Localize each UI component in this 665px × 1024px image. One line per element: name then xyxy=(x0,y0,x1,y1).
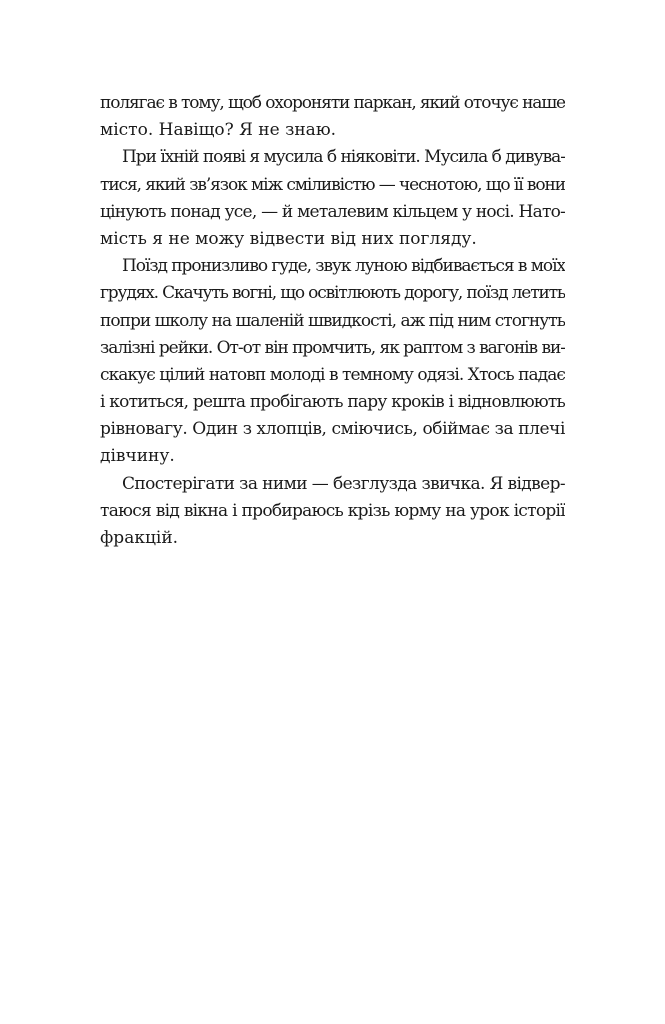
text-line: фракцій. xyxy=(100,528,179,548)
text-line: При їхній появі я мусила б ніяковіти. Мусила б дивува- xyxy=(122,147,565,168)
text-line: Спостерігати за ними — безглузда звичка. Я відвер- xyxy=(122,473,565,494)
text-line: рівновагу. Один з хлопців, сміючись, обіймає за плечі xyxy=(100,419,565,440)
text-line: попри школу на шаленій швидкості, аж під ним стогнуть xyxy=(100,310,565,331)
text-line: тися, який зв’язок між сміливістю — чеснотою, що її вони xyxy=(100,174,565,195)
text-line: залізні рейки. От-от він промчить, як раптом з вагонів ви- xyxy=(100,337,565,358)
text-line: цінують понад усе, — й металевим кільцем у носі. Нато- xyxy=(100,201,565,222)
text-line: і котиться, решта пробігають пару кроків і відновлюють xyxy=(100,392,565,413)
text-line: полягає в тому, щоб охороняти паркан, який оточує наше xyxy=(100,93,565,113)
text-line: скакує цілий натовп молоді в темному одязі. Хтось падає xyxy=(100,364,565,385)
text-line: таюся від вікна і пробираюсь крізь юрму на урок історії xyxy=(100,500,565,521)
text-line: дівчину. xyxy=(100,446,175,467)
text-line: Поїзд пронизливо гуде, звук луною відбивається в моїх xyxy=(122,256,565,277)
text-line: місто. Навіщо? Я не знаю. xyxy=(100,120,337,141)
text-line: грудях. Скачуть вогні, що освітлюють дорогу, поїзд летить xyxy=(100,283,565,304)
text-line: мість я не можу відвести від них погляду. xyxy=(100,228,477,249)
body-text xyxy=(100,90,565,552)
